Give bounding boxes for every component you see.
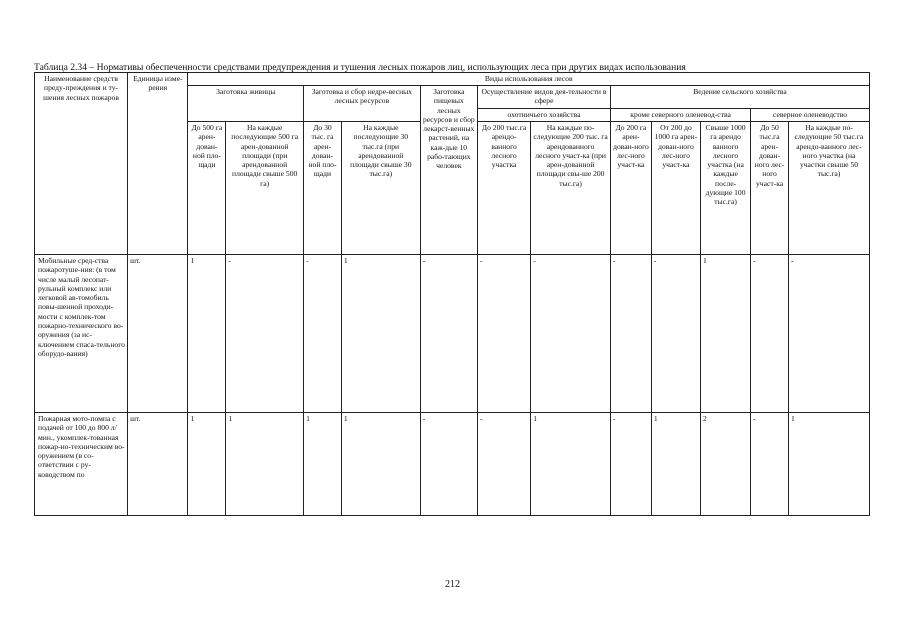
value-cell: 1	[226, 413, 304, 516]
value-cell: -	[226, 255, 304, 413]
header-resin: Заготовка живицы	[188, 86, 304, 122]
page-number: 212	[445, 579, 460, 590]
header-nontimber: Заготовка и сбор недре-весных лесных ресурсов	[304, 86, 421, 122]
value-cell: -	[477, 413, 530, 516]
subheader-cell: На каждые по-следующие 200 тыс. га арендованного лесного участ-ка (при арен-дованной площади свы-ше 200 тыс.га)	[531, 122, 611, 255]
value-cell: 1	[651, 413, 700, 516]
value-cell: -	[610, 413, 651, 516]
header-food: Заготовка пищевых лесных ресурсов и сбор лекарст-венных растений, на каж-дые 10 рабо-тающих человек	[420, 86, 477, 255]
value-cell: 1	[188, 413, 226, 516]
subheader-cell: До 200 га арен-дован-ного лес-ного участ-ка	[610, 122, 651, 255]
value-cell: -	[610, 255, 651, 413]
value-cell: 1	[341, 413, 420, 516]
header-agri-except: кроме северного оленевод-ства	[610, 109, 750, 122]
row-unit: шт.	[128, 413, 188, 516]
subheader-cell: От 200 до 1000 га арен-дован-ного лес-ного участ-ка	[651, 122, 700, 255]
value-cell: -	[788, 255, 869, 413]
value-cell: 1	[341, 255, 420, 413]
row-name: Пожарная мото-помпа с подачей от 100 до 800 л/мин., укомплек-тованная пожар-но-техническим во-оружением (в со-ответствии с ру-ководством по	[35, 413, 128, 516]
value-cell: 1	[304, 413, 342, 516]
value-cell: 1	[531, 413, 611, 516]
header-hunting-sub: охотничьего хозяйства	[477, 109, 610, 122]
header-hunting-group: Осуществление видов дея-тельности в сфере	[477, 86, 610, 109]
header-name: Наименование средств преду-преждения и ту-шения лесных пожаров	[35, 73, 128, 255]
subheader-cell: На каждые по-следующие 50 тыс.га арендо-ванного лес-ного участка (на участки свыше 50 тыс.га)	[788, 122, 869, 255]
value-cell: -	[651, 255, 700, 413]
subheader-cell: До 500 га арен-дован-ной пло-щади	[188, 122, 226, 255]
value-cell: 1	[788, 413, 869, 516]
value-cell: -	[751, 255, 789, 413]
value-cell: -	[751, 413, 789, 516]
subheader-cell: На каждые последующие 30 тыс.га (при арендованной площади свыше 30 тыс.га)	[341, 122, 420, 255]
subheader-cell: На каждые последующие 500 га арен-дованной площади (при арендованной площади свыше 500 га)	[226, 122, 304, 255]
header-unit: Единицы изме-рения	[128, 73, 188, 255]
row-unit: шт.	[128, 255, 188, 413]
value-cell: 2	[701, 413, 751, 516]
table-caption: Таблица 2.34 – Нормативы обеспеченности средствами предупреждения и тушения лесных пожаров лиц, использующих леса при других видах использования	[34, 62, 686, 73]
value-cell: 1	[701, 255, 751, 413]
table-row	[35, 255, 870, 413]
value-cell: -	[304, 255, 342, 413]
row-name: Мобильные сред-ства пожаротуше-ния: (в том числе малый лесопат-рульный комплекс или легковой ав-томобиль повы-шенной проходи-мости с комплек-том пожарно-технического во-оружения (за ис-ключением спаса-тельного оборудо-вания)	[35, 255, 128, 413]
value-cell: -	[477, 255, 530, 413]
subheader-cell: До 200 тыс.га арендо-ванного лесного участка	[477, 122, 530, 255]
value-cell: -	[531, 255, 611, 413]
subheader-cell: Свыше 1000 га арендо ванного лесного участка (на каждые после-дующие 100 тыс.га)	[701, 122, 751, 255]
header-agri-group: Ведение сельского хозяйства	[610, 86, 869, 109]
subheader-cell: До 50 тыс.га арен-дован-ного лес-ного участ-ка	[751, 122, 789, 255]
value-cell: -	[420, 255, 477, 413]
table-row	[35, 413, 870, 516]
value-cell: 1	[188, 255, 226, 413]
subheader-cell: До 30 тыс. га арен-дован-ной пло-щади	[304, 122, 342, 255]
norms-table	[34, 72, 870, 516]
value-cell: -	[420, 413, 477, 516]
header-types-group: Виды использования лесов	[188, 73, 870, 86]
header-agri-reindeer: северное оленеводство	[751, 109, 870, 122]
